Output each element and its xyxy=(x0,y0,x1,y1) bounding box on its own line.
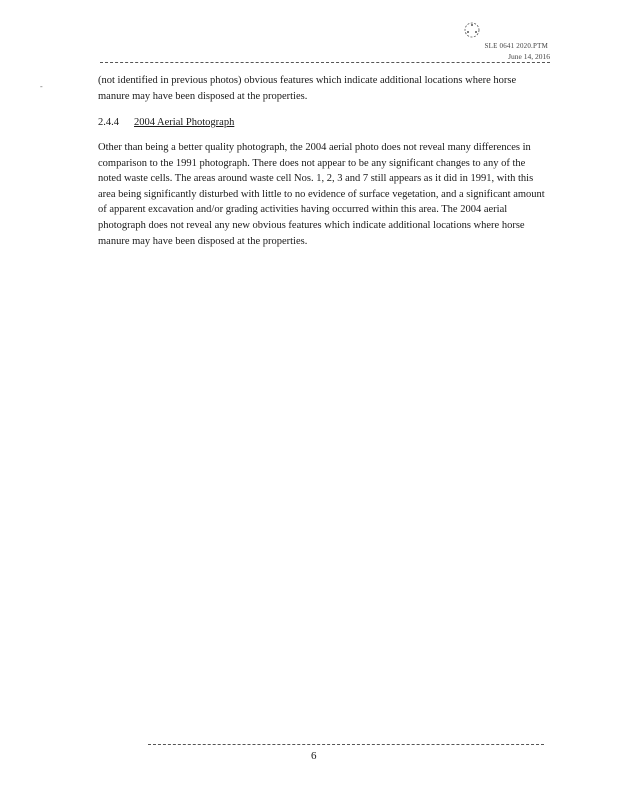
header-divider xyxy=(100,62,550,63)
company-logo-icon xyxy=(462,20,482,40)
document-reference: SLE 0641 2020.PTM xyxy=(484,42,548,50)
page-number: 6 xyxy=(311,750,317,762)
section-heading xyxy=(98,115,234,130)
document-date: June 14, 2016 xyxy=(508,52,550,61)
section-number: 2.4.4 xyxy=(98,117,119,128)
continuation-paragraph: (not identified in previous photos) obvious features which indicate additional locations where horse manure may have been disposed at the properties. xyxy=(98,75,517,102)
margin-mark: - xyxy=(40,82,43,91)
section-title: 2004 Aerial Photograph xyxy=(134,117,235,128)
body-paragraph: Other than being a better quality photograph, the 2004 aerial photo does not reveal many differences in comparison to the 1991 photograph. There does not appear to be any significant changes to any of the noted waste cells. The areas around waste cell Nos. 1, 2, 3 and 7 still appears as it did in 1991, with this area being significantly disturbed with little to no evidence of surface vegetation, and a significant amount of apparent excavation and/or grading activities having occurred within this area. The 2004 aerial photograph does not reveal any new obvious features which indicate additional locations where horse manure may have been disposed at the properties. xyxy=(98,142,545,247)
footer-divider xyxy=(148,744,544,745)
